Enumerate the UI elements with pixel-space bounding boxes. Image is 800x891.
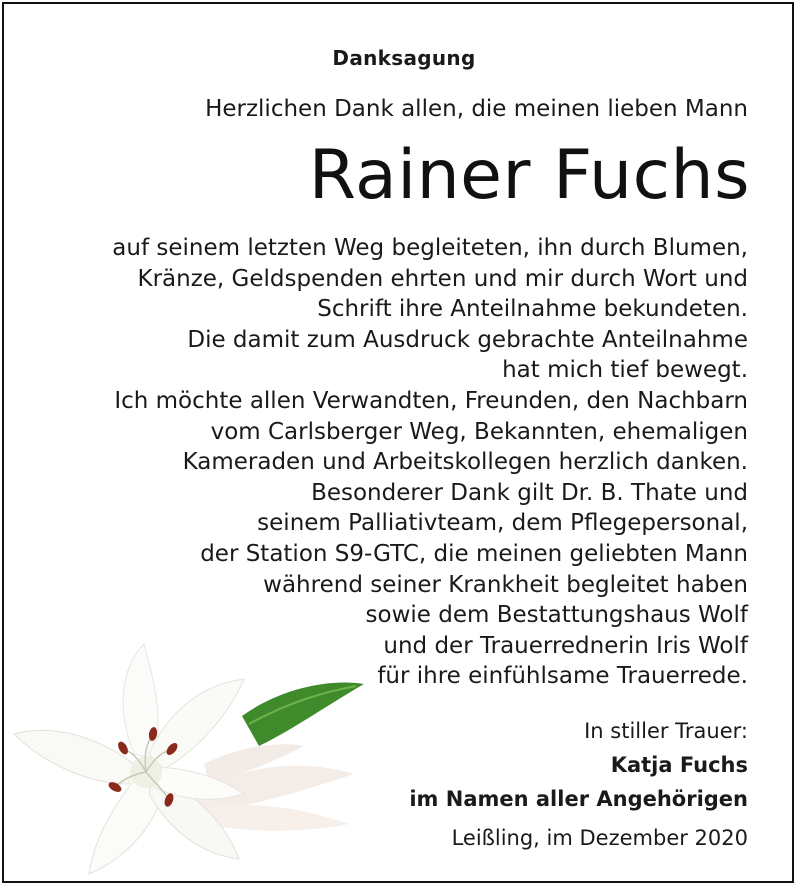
message-line: Schrift ihre Anteilnahme bekundeten. — [317, 296, 748, 323]
message-line: Kameraden und Arbeitskollegen herzlich danken. — [182, 449, 748, 476]
place-date: Leißling, im Dezember 2020 — [451, 826, 748, 850]
message-line: Kränze, Geldspenden ehrten und mir durch Wort und — [137, 265, 748, 292]
message-line: hat mich tief bewegt. — [502, 357, 748, 384]
message-line: auf seinem letzten Weg begleiteten, ihn durch Blumen, — [112, 235, 748, 261]
closing-block — [409, 714, 748, 816]
message-body — [112, 233, 748, 692]
intro-line: Herzlichen Dank allen, die meinen lieben Mann — [205, 96, 748, 122]
family-line: im Namen aller Angehörigen — [409, 787, 748, 811]
message-line: für ihre einfühlsame Trauerrede. — [377, 663, 748, 690]
notice-heading: Danksagung — [332, 46, 476, 70]
message-line: Die damit zum Ausdruck gebrachte Anteilnahme — [187, 326, 748, 353]
message-line: Besonderer Dank gilt Dr. B. Thate und — [311, 479, 748, 506]
message-line: Ich möchte allen Verwandten, Freunden, den Nachbarn — [114, 387, 748, 414]
message-line: und der Trauerrednerin Iris Wolf — [383, 632, 748, 659]
message-line: seinem Palliativteam, dem Pflegepersonal, — [257, 510, 748, 537]
message-line: während seiner Krankheit begleitet haben — [263, 571, 748, 598]
message-line: der Station S9-GTC, die meinen geliebten Mann — [200, 540, 748, 567]
deceased-name: Rainer Fuchs — [308, 136, 750, 215]
message-line: sowie dem Bestattungshaus Wolf — [365, 602, 748, 629]
mourning-line: In stiller Trauer: — [584, 719, 748, 743]
obituary-notice — [2, 2, 794, 883]
signer-name: Katja Fuchs — [610, 753, 748, 777]
message-line: vom Carlsberger Weg, Bekannten, ehemaligen — [210, 418, 748, 445]
